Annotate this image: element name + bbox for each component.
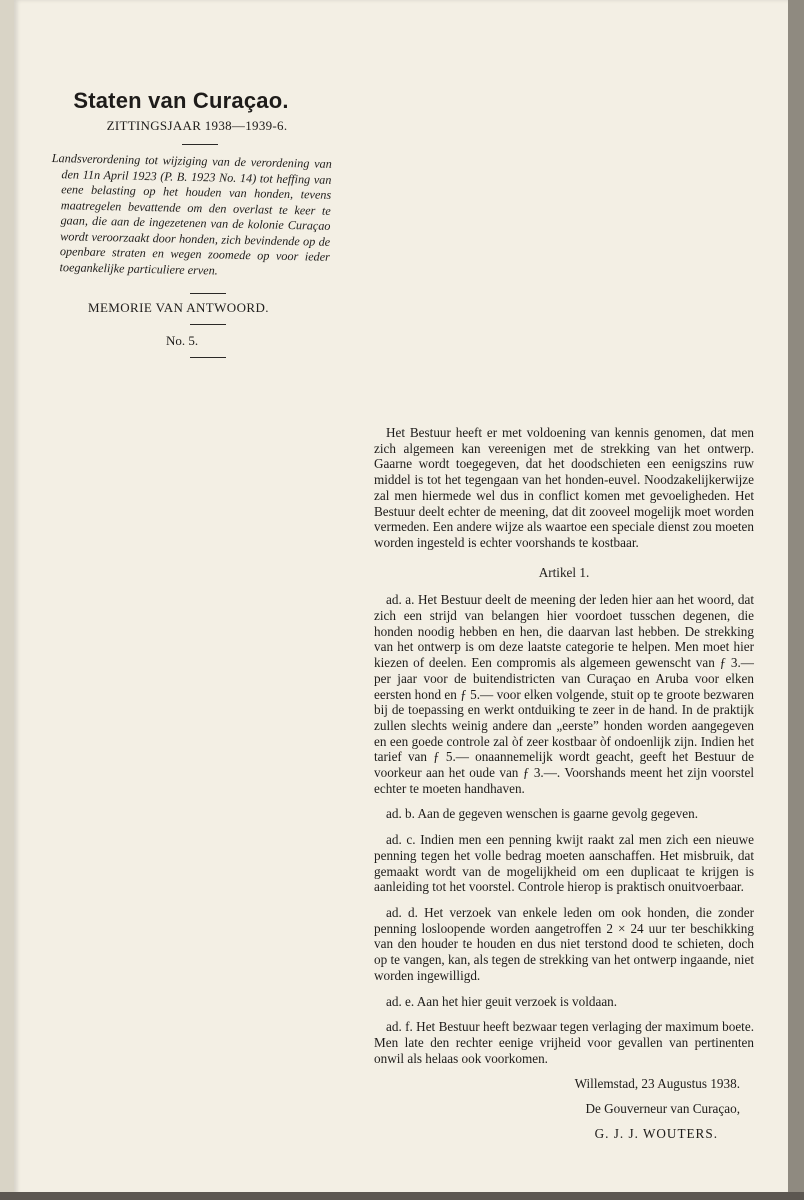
page-edge-bottom (0, 1192, 804, 1200)
page-edge (788, 0, 804, 1200)
document-body (374, 425, 754, 1141)
divider (190, 357, 226, 358)
document-title: Staten van Curaçao. (73, 88, 289, 113)
document-page (14, 0, 788, 1200)
place-date: Willemstad, 23 Augustus 1938. (574, 1076, 740, 1092)
document-number: No. 5. (166, 333, 199, 348)
intro-paragraph: Het Bestuur heeft er met voldoening van kennis genomen, dat men zich algemeen kan vereenigen met de strekking van het ontwerp. Gaarne wordt toegegeven, dat het doodschieten een eenigszins ruw middel is tot het tegengaan van het honden-euvel. Noodzakelijkerwijze zal men hiermede wel dus in conflict komen met gevoeligheden. Het Bestuur deelt echter de meening, dat dit zooveel mogelijk moet worden vermeden. Een andere wijze als waartoe een speciale dienst zou moeten worden ingesteld is echter voorshands te kostbaar. (374, 425, 754, 550)
session-year: ZITTINGSJAAR 1938—1939-6. (106, 118, 288, 133)
paragraph-ad-e: ad. e. Aan het hier geuit verzoek is voldaan. (386, 993, 618, 1009)
article-heading: Artikel 1. (538, 564, 590, 580)
paragraph-ad-a: ad. a. Het Bestuur deelt de meening der leden hier aan het woord, dat zich een strijd van belangen hier voordoet tusschen degenen, die honden noodig hebben en hen, die daarvan last hebben. De strekking van het ontwerp is om deze laatste categorie te helpen. Men moet hier kiezen of deelen. Een compromis als algemeen gewenscht van ƒ 3.— per jaar voor de buitendistricten van Curaçao en Aruba voor elken eersten hond en ƒ 5.— voor elken volgende, stuit op te groote bezwaren bij de toepassing en werkt ontduiking te zeer in de hand. In de praktijk zullen slechts weinig andere dan „eerste” honden worden aangegeven en een goede controle zal òf zeer kostbaar òf ondoenlijk zijn. Indien het tarief van ƒ 5.— onaannemelijk wordt geacht, geeft het Bestuur de voorkeur aan het oude van ƒ 3.—. Voorshands meent het zijn voorstel echter te moeten handhaven. (374, 592, 754, 796)
divider (190, 324, 226, 325)
paragraph-ad-d: ad. d. Het verzoek van enkele leden om ook honden, die zonder penning losloopende worden aangetroffen 2 × 24 uur ter beschikking van den houder te houden en dus niet terstond dood te schieten, doch op te vangen, kan, als tegen de strekking van het ontwerp ingaande, niet worden ingewilligd. (374, 904, 754, 983)
paragraph-ad-f: ad. f. Het Bestuur heeft bezwaar tegen verlaging der maximum boete. Men late den rechter eenige vrijheid voor gevallen van pertinenten onwil als helaas ook voorkomen. (374, 1019, 754, 1066)
signatory-role: De Gouverneur van Curaçao, (585, 1101, 740, 1117)
signatory-name: G. J. J. WOUTERS. (594, 1125, 718, 1141)
subject-description: Landsverordening tot wijziging van de verordening van den 11n April 1923 (P. B. 1923 No. 14) tot heffing van eene belasting op het houden van honden, tevens maatregelen bevattende om den overlast te keer te gaan, die aan de ingezetenen van de kolonie Curaçao wordt veroorzaakt door honden, zich bevindende op de openbare straten en wegen zoomede op voor ieder toegankelijke particuliere erven. (51, 151, 332, 277)
paragraph-ad-c: ad. c. Indien men een penning kwijt raakt zal men zich een nieuwe penning tegen het volle bedrag moeten aanschaffen. Het misbruik, dat gemaakt wordt van de mogelijkheid om een duplicaat te krijgen is aanleiding tot het voorstel. Controle hierop is praktisch onuitvoerbaar. (374, 832, 754, 895)
divider (190, 293, 226, 294)
document-header (52, 88, 337, 358)
divider (182, 144, 218, 145)
paragraph-ad-b: ad. b. Aan de gegeven wenschen is gaarne gevolg gegeven. (386, 806, 698, 822)
document-type: MEMORIE VAN ANTWOORD. (88, 300, 269, 315)
